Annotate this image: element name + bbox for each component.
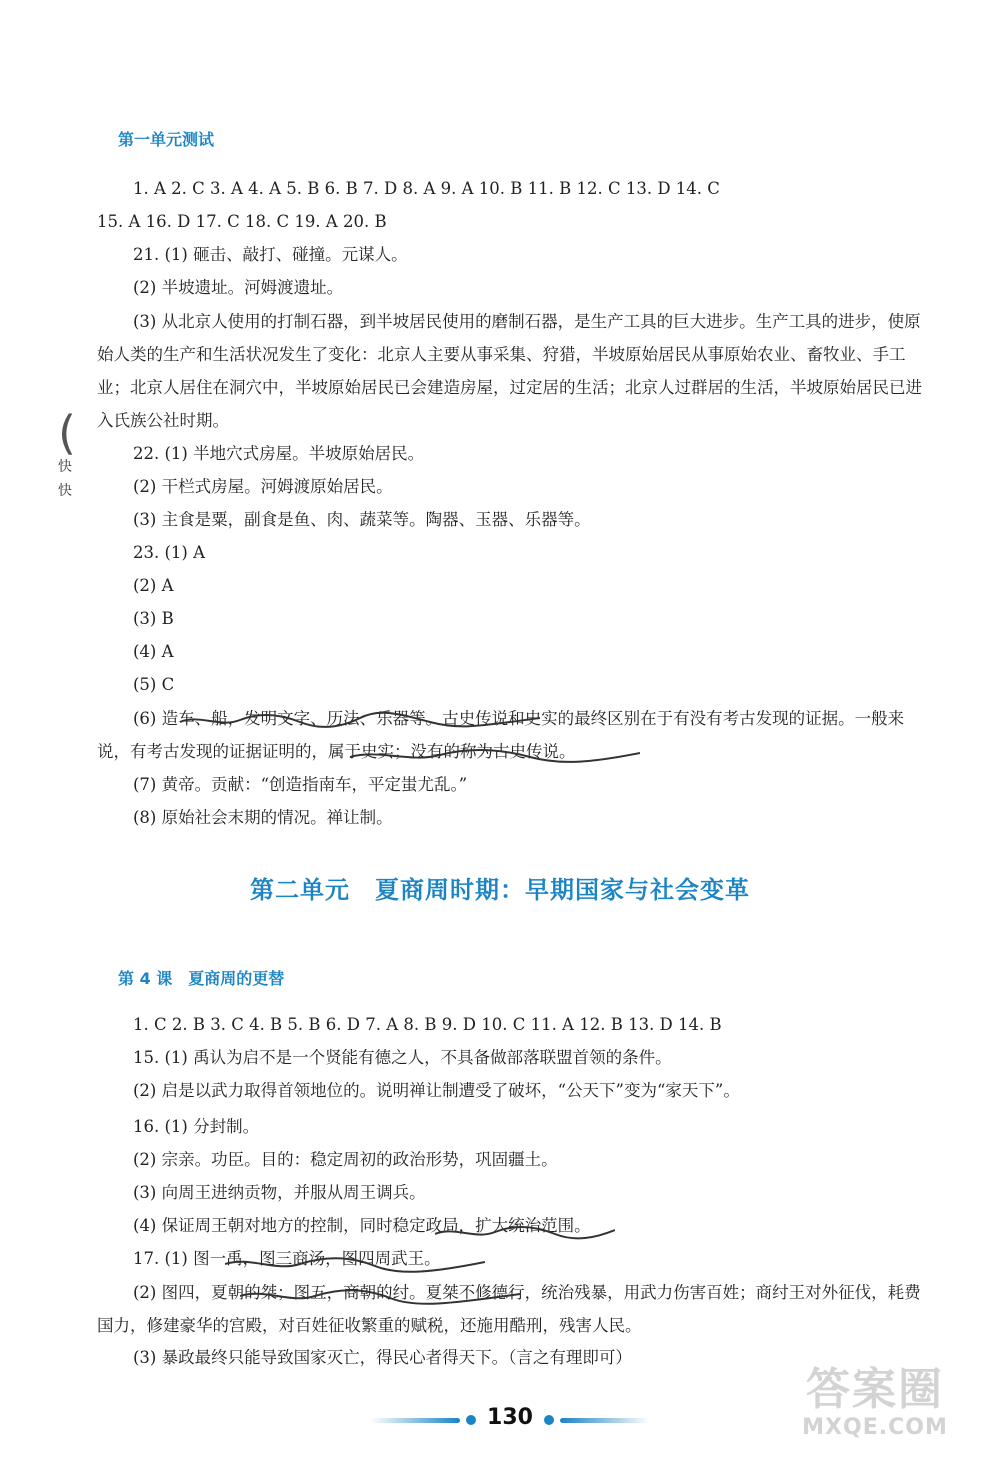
unit2-title: 第二单元 夏商周时期：早期国家与社会变革 xyxy=(250,876,750,904)
watermark-logo: 答案圈 xyxy=(806,1364,944,1415)
footer-dot-right xyxy=(544,1415,554,1425)
q15-part2: (2) 启是以武力取得首领地位的。说明禅让制遭受了破坏，“公天下”变为“家天下”。 xyxy=(133,1081,740,1100)
q17-part1: 17. (1) 图一禹，图三商汤，图四周武王。 xyxy=(133,1249,441,1268)
q22-part2: (2) 干栏式房屋。河姆渡原始居民。 xyxy=(133,477,393,496)
unit2-mc-answers: 1. C 2. B 3. C 4. B 5. B 6. D 7. A 8. B 9. D 10. C 11. A 12. B 13. D 14. B xyxy=(133,1015,722,1034)
q23-part7: (7) 黄帝。贡献：“创造指南车，平定蚩尤乱。” xyxy=(133,775,468,794)
page-footer xyxy=(370,1405,650,1435)
page-number: 130 xyxy=(487,1405,533,1430)
q23-part6: (6) 造车、船，发明文字、历法、乐器等。古史传说和史实的最终区别在于有没有考古发现的证据。一般来说，有考古发现的证据证明的，属于史实；没有的称为古史传说。 xyxy=(97,709,905,761)
q23-part3: (3) B xyxy=(133,609,174,628)
footer-decor-right xyxy=(560,1418,650,1423)
q17-part3: (3) 暴政最终只能导致国家灭亡，得民心者得天下。（言之有理即可） xyxy=(133,1348,632,1367)
q22-part3: (3) 主食是粟，副食是鱼、肉、蔬菜等。陶器、玉器、乐器等。 xyxy=(133,510,591,529)
q23-part8: (8) 原始社会末期的情况。禅让制。 xyxy=(133,808,393,827)
q23-part2: (2) A xyxy=(133,576,174,595)
q23-part4: (4) A xyxy=(133,642,174,661)
q21-part1: 21. (1) 砸击、敲打、碰撞。元谋人。 xyxy=(133,245,408,264)
q21-part2: (2) 半坡遗址。河姆渡遗址。 xyxy=(133,278,344,297)
q16-part2: (2) 宗亲。功臣。目的：稳定周初的政治形势，巩固疆土。 xyxy=(133,1150,558,1169)
unit1-test-heading: 第一单元测试 xyxy=(118,130,215,149)
q16-part3: (3) 向周王进纳贡物，并服从周王调兵。 xyxy=(133,1183,426,1202)
q15-part1: 15. (1) 禹认为启不是一个贤能有德之人，不具备做部落联盟首领的条件。 xyxy=(133,1048,672,1067)
q16-part1: 16. (1) 分封制。 xyxy=(133,1117,260,1136)
unit1-mc-answers-2: 15. A 16. D 17. C 18. C 19. A 20. B xyxy=(97,212,387,231)
q22-part1: 22. (1) 半地穴式房屋。半坡原始居民。 xyxy=(133,444,425,463)
footer-dot-left xyxy=(466,1415,476,1425)
q21-part3: (3) 从北京人使用的打制石器，到半坡居民使用的磨制石器，是生产工具的巨大进步。生产工具的进步，使原始人类的生产和生活状况发生了变化：北京人主要从事采集、狩猎，半坡原始居民从事原始农业、畜牧业、手工业；北京人居住在洞穴中，半坡原始居民已会建造房屋，过定居的生活；北京人过群居的生活，半坡原始居民已进入氏族公社时期。 xyxy=(97,312,922,430)
q23-part1: 23. (1) A xyxy=(133,543,206,562)
lesson4-heading: 第 4 课 夏商周的更替 xyxy=(118,969,285,988)
q17-part2: (2) 图四，夏朝的桀；图五，商朝的纣。夏桀不修德行，统治残暴，用武力伤害百姓；商纣王对外征伐，耗费国力，修建豪华的宫殿，对百姓征收繁重的赋税，还施用酷刑，残害人民。 xyxy=(97,1283,921,1335)
footer-decor-left xyxy=(370,1418,460,1423)
q16-part4: (4) 保证周王朝对地方的控制，同时稳定政局，扩大统治范围。 xyxy=(133,1216,591,1235)
unit1-mc-answers-1: 1. A 2. C 3. A 4. A 5. B 6. B 7. D 8. A 9. A 10. B 11. B 12. C 13. D 14. C xyxy=(133,179,720,198)
margin-handwritten-note: ( xyxy=(58,406,76,460)
watermark-url: MXQE.COM xyxy=(802,1415,948,1440)
q23-part5: (5) C xyxy=(133,675,175,694)
watermark xyxy=(775,1365,975,1455)
margin-label: 快 快 xyxy=(58,459,72,499)
